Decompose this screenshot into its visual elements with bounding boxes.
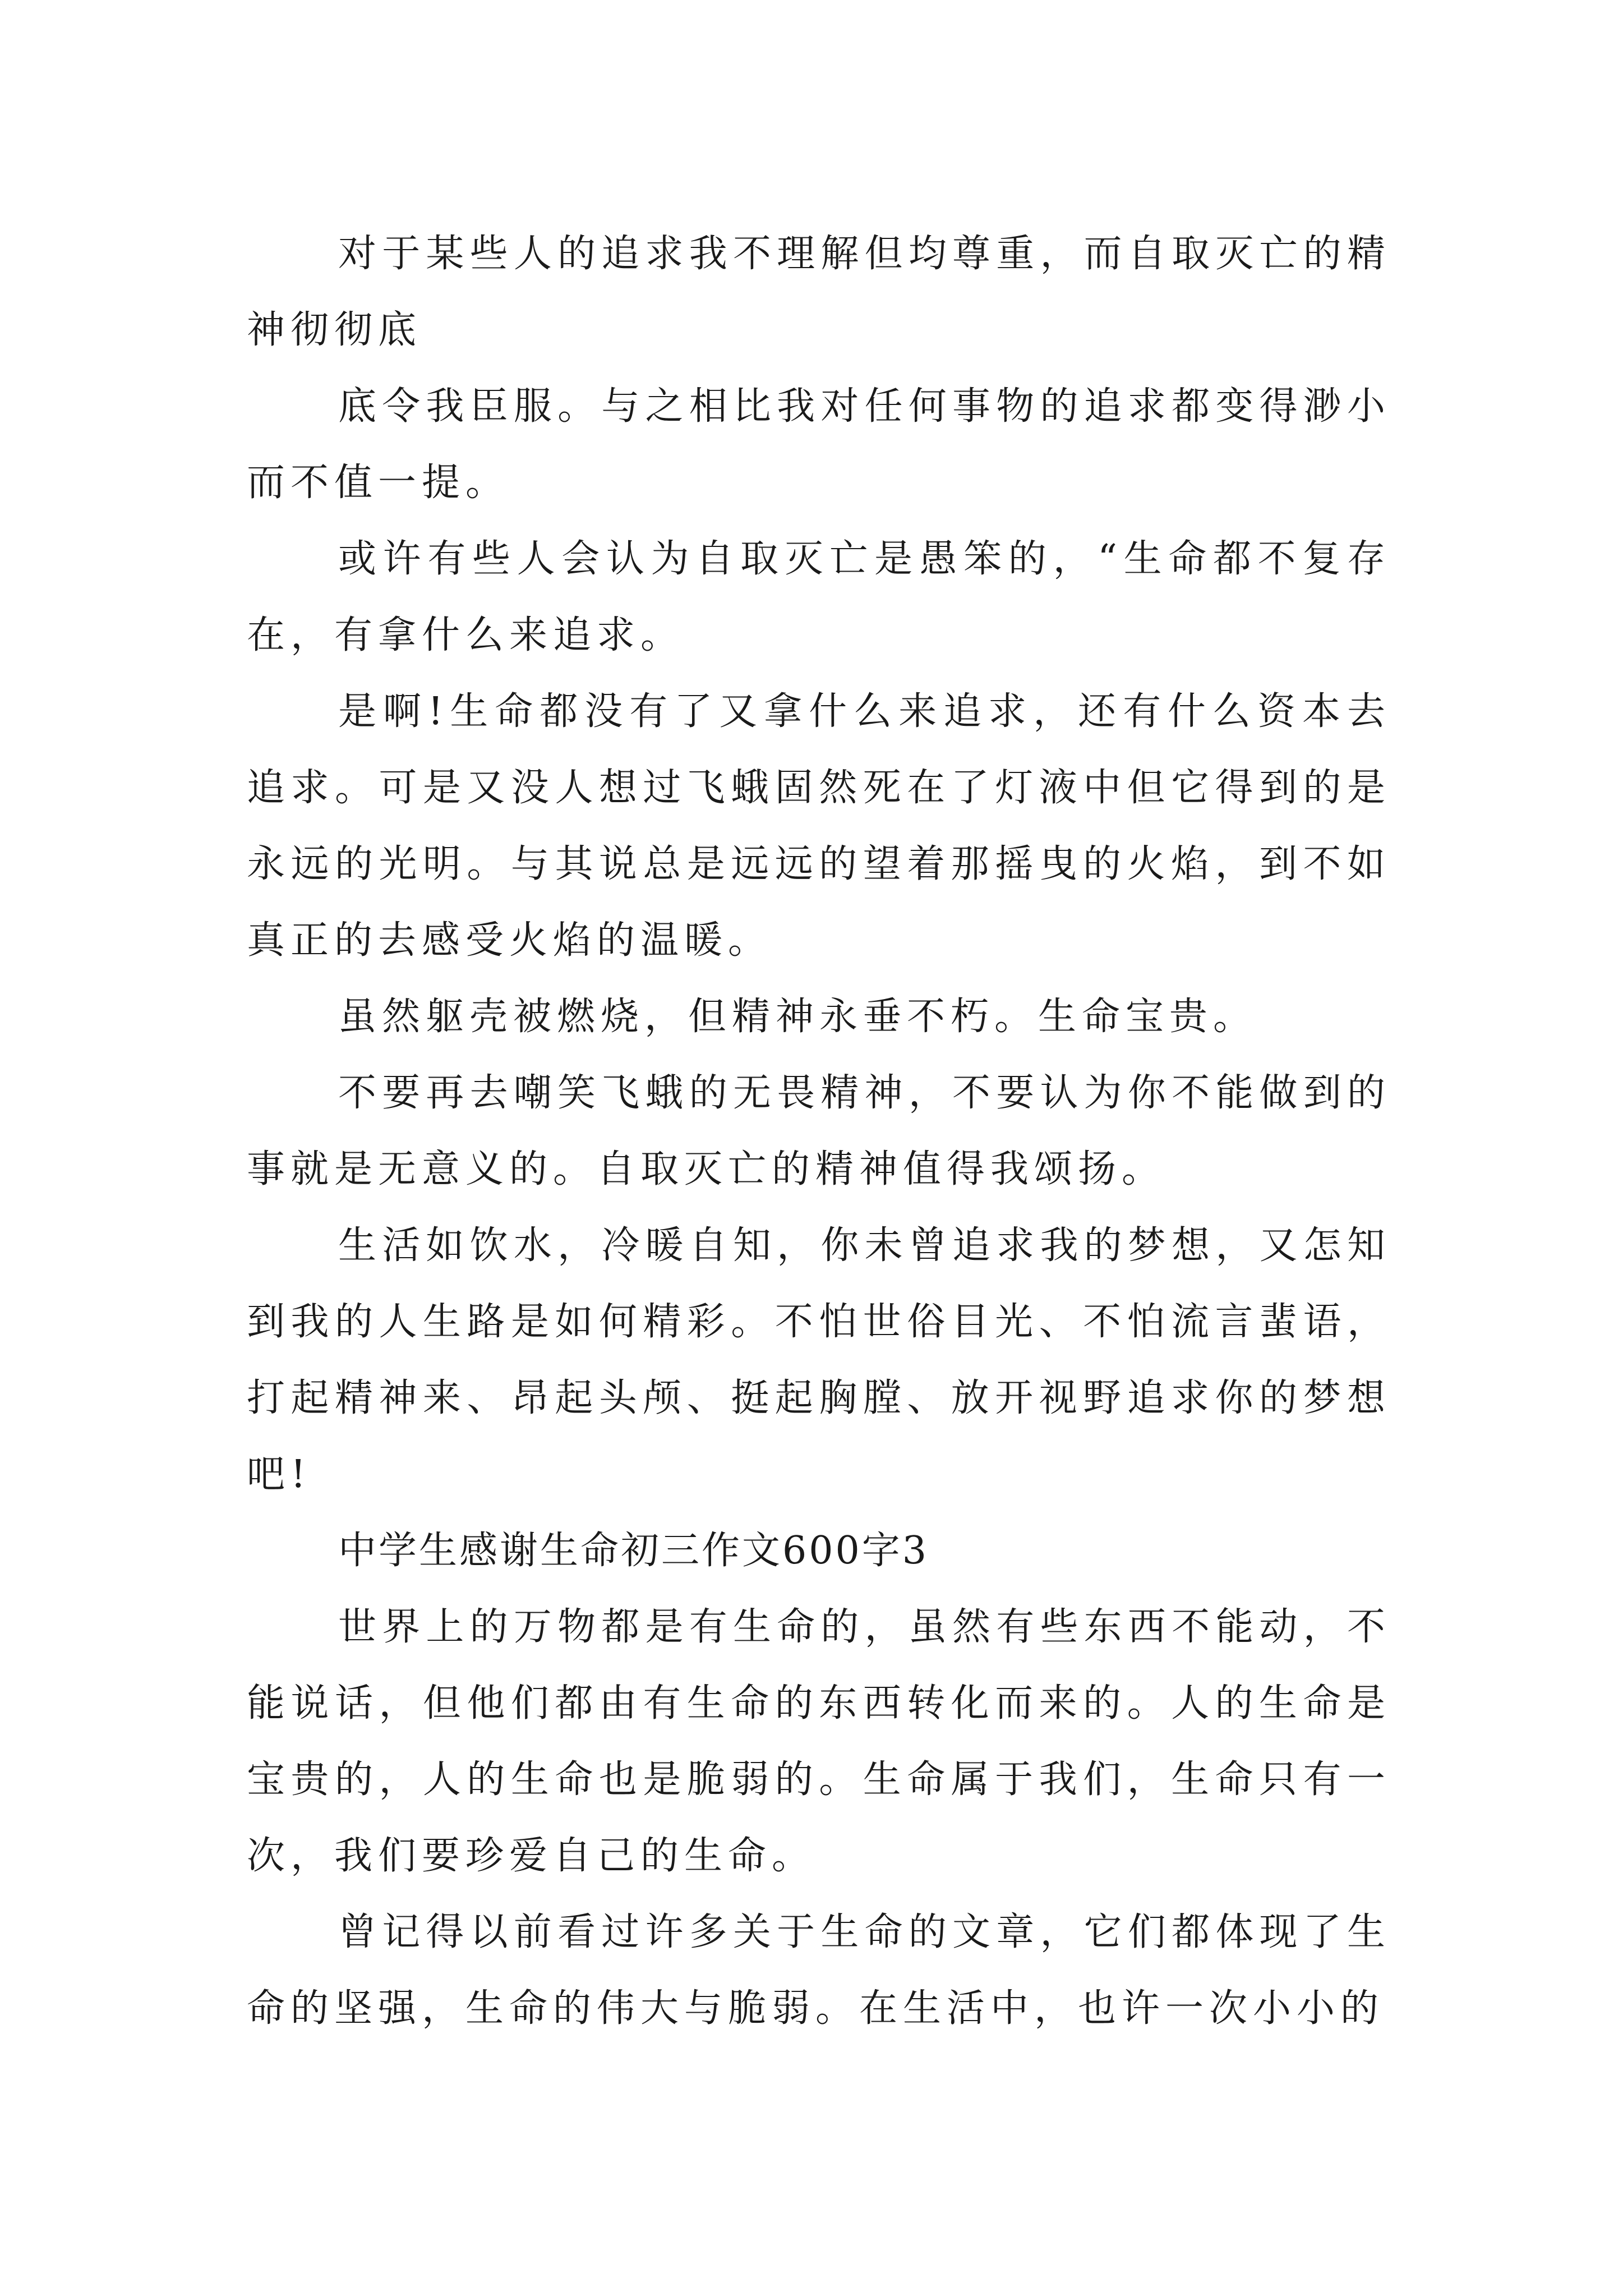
- paragraph: 不要再去嘲笑飞蛾的无畏精神，不要认为你不能做到的事就是无意义的。自取灭亡的精神值得我颂扬。: [247, 1071, 1391, 1191]
- paragraph: 虽然躯壳被燃烧，但精神永垂不朽。生命宝贵。: [338, 995, 1257, 1039]
- paragraph: 是啊!生命都没有了又拿什么来追求，还有什么资本去追求。可是又没人想过飞蛾固然死在了灯液中但它得到的是永远的光明。与其说总是远远的望着那摇曳的火焰，到不如真正的去感受火焰的温暖。: [247, 689, 1391, 963]
- section-heading: 中学生感谢生命初三作文600字3: [338, 1529, 929, 1573]
- paragraph: 曾记得以前看过许多关于生命的文章，它们都体现了生命的坚强，生命的伟大与脆弱。在生活中，也许一次小小的: [247, 1910, 1391, 2031]
- document-body: [247, 216, 1391, 2047]
- paragraph: 世界上的万物都是有生命的，虽然有些东西不能动，不能说话，但他们都由有生命的东西转化而来的。人的生命是宝贵的，人的生命也是脆弱的。生命属于我们，生命只有一次，我们要珍爱自己的生命。: [247, 1605, 1391, 1878]
- paragraph: 对于某些人的追求我不理解但均尊重，而自取灭亡的精神彻彻底: [247, 232, 1391, 352]
- paragraph: 或许有些人会认为自取灭亡是愚笨的，“生命都不复存在，有拿什么来追求。: [247, 537, 1391, 657]
- paragraph: 底令我臣服。与之相比我对任何事物的追求都变得渺小而不值一提。: [247, 384, 1391, 505]
- paragraph: 生活如饮水，冷暖自知，你未曾追求我的梦想，又怎知到我的人生路是如何精彩。不怕世俗目光、不怕流言蜚语，打起精神来、昂起头颅、挺起胸膛、放开视野追求你的梦想吧!: [247, 1223, 1391, 1497]
